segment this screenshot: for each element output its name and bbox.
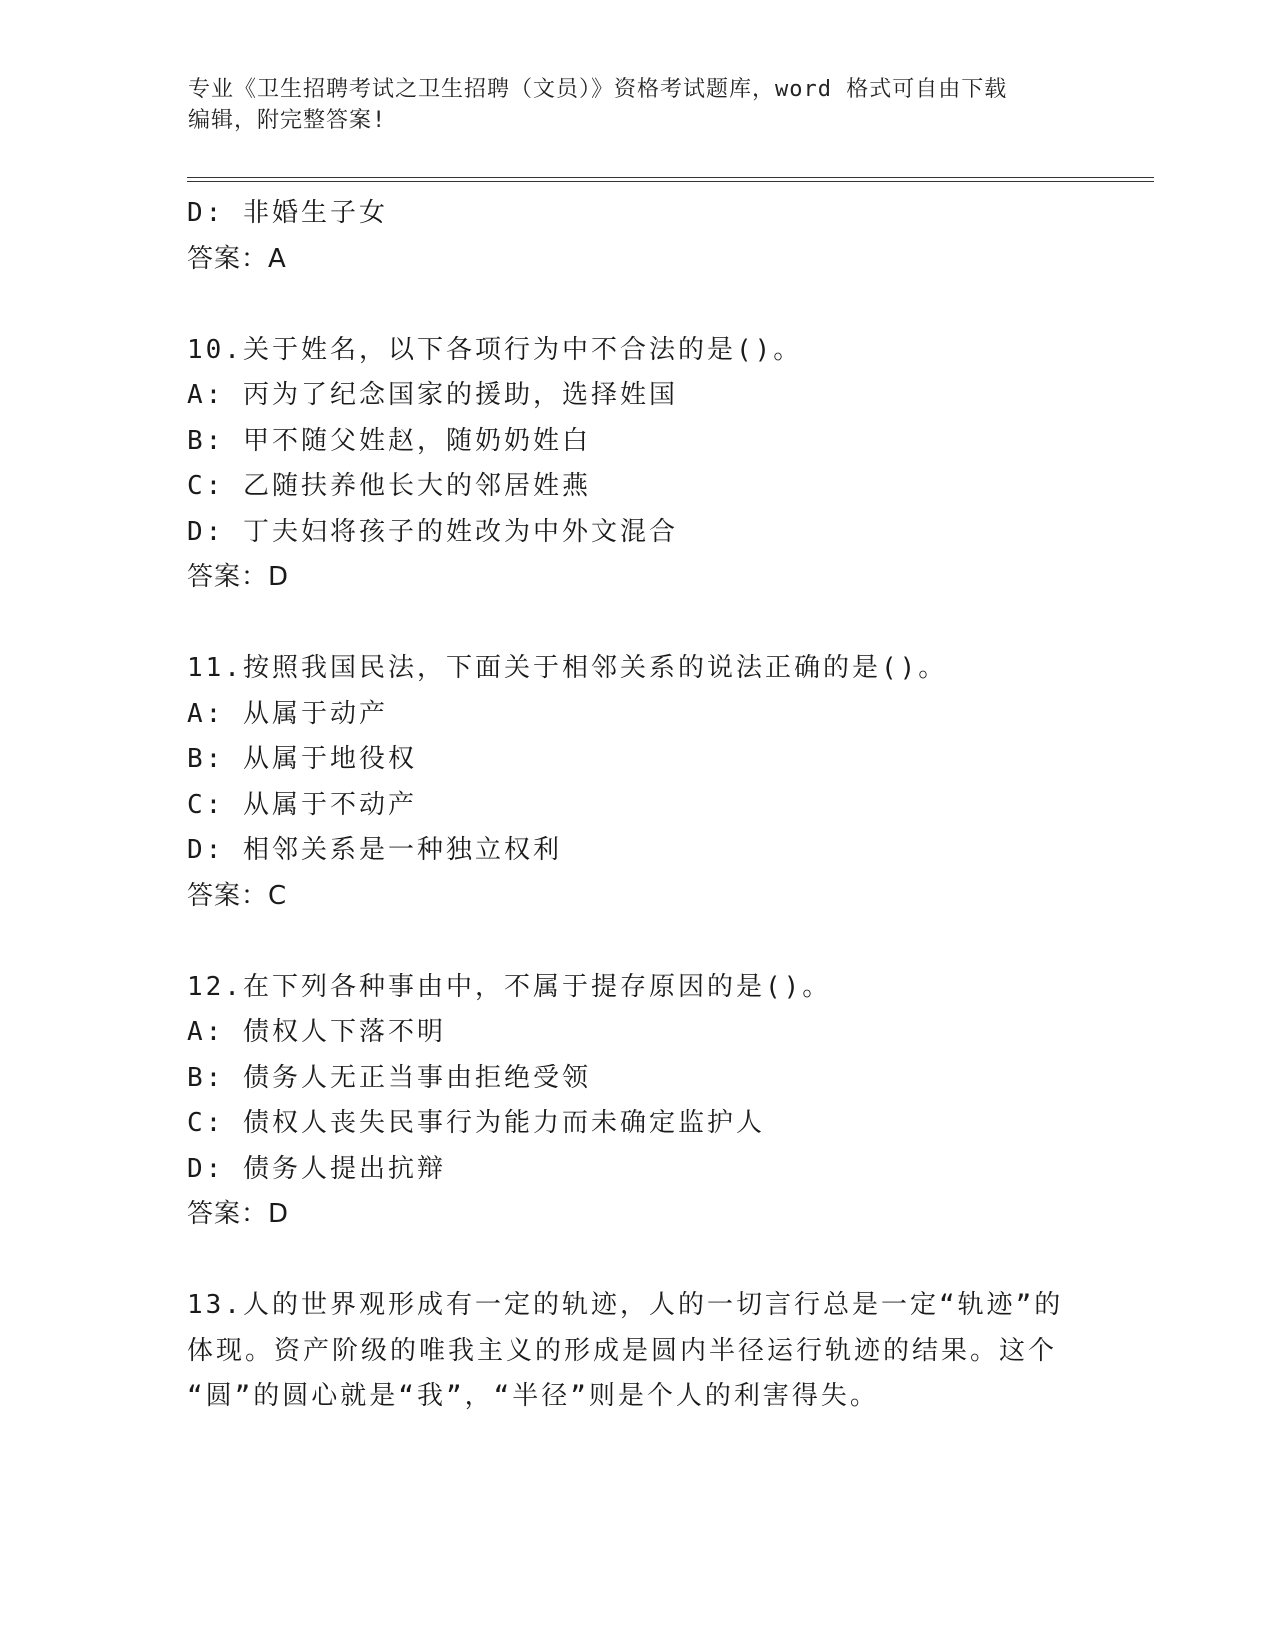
page-header xyxy=(188,74,1068,136)
question-content xyxy=(187,191,1087,1420)
header-line-1: 专业《卫生招聘考试之卫生招聘（文员）》资格考试题库，word 格式可自由下载 xyxy=(188,77,1008,102)
option-d: D: 债务人提出抗辩 xyxy=(187,1153,446,1184)
answer: 答案：D xyxy=(187,1199,290,1229)
option-b: B: 债务人无正当事由拒绝受领 xyxy=(187,1062,591,1093)
question-13-line-1: 13.人的世界观形成有一定的轨迹，人的一切言行总是一定“轨迹”的 xyxy=(187,1290,1064,1320)
question-stem: 11.按照我国民法，下面关于相邻关系的说法正确的是()。 xyxy=(187,653,948,683)
option-a: A: 从属于动产 xyxy=(187,698,388,729)
option-c: C: 债权人丧失民事行为能力而未确定监护人 xyxy=(187,1108,765,1138)
question-12 xyxy=(187,965,1087,1238)
spacer xyxy=(187,282,1087,328)
answer: 答案：C xyxy=(187,880,288,911)
answer: 答案：D xyxy=(187,562,290,592)
spacer xyxy=(187,601,1087,647)
question-10 xyxy=(187,328,1087,601)
option-d: D: 相邻关系是一种独立权利 xyxy=(187,835,562,865)
option-a: A: 丙为了纪念国家的援助，选择姓国 xyxy=(187,380,678,410)
question-11 xyxy=(187,646,1087,919)
option-a: A: 债权人下落不明 xyxy=(187,1017,446,1047)
option-b: B: 甲不随父姓赵，随奶奶姓白 xyxy=(187,425,591,456)
question-13 xyxy=(187,1283,1087,1420)
option-b: B: 从属于地役权 xyxy=(187,744,417,774)
question-13-line-2: 体现。资产阶级的唯我主义的形成是圆内半径运行轨迹的结果。这个 xyxy=(187,1335,1058,1366)
question-stem: 10.关于姓名，以下各项行为中不合法的是()。 xyxy=(187,334,803,365)
spacer xyxy=(187,1238,1087,1284)
spacer xyxy=(187,919,1087,965)
header-divider xyxy=(187,177,1154,182)
option-c: C: 乙随扶养他长大的邻居姓燕 xyxy=(187,471,591,501)
option-c: C: 从属于不动产 xyxy=(187,789,417,820)
question-13-line-3: “圆”的圆心就是“我”，“半径”则是个人的利害得失。 xyxy=(187,1381,879,1411)
prev-option-d: D: 非婚生子女 xyxy=(187,198,388,228)
question-stem: 12.在下列各种事由中，不属于提存原因的是()。 xyxy=(187,971,832,1002)
prev-answer: 答案：A xyxy=(187,243,287,274)
header-line-2: 编辑，附完整答案! xyxy=(188,108,387,133)
option-d: D: 丁夫妇将孩子的姓改为中外文混合 xyxy=(187,516,678,547)
